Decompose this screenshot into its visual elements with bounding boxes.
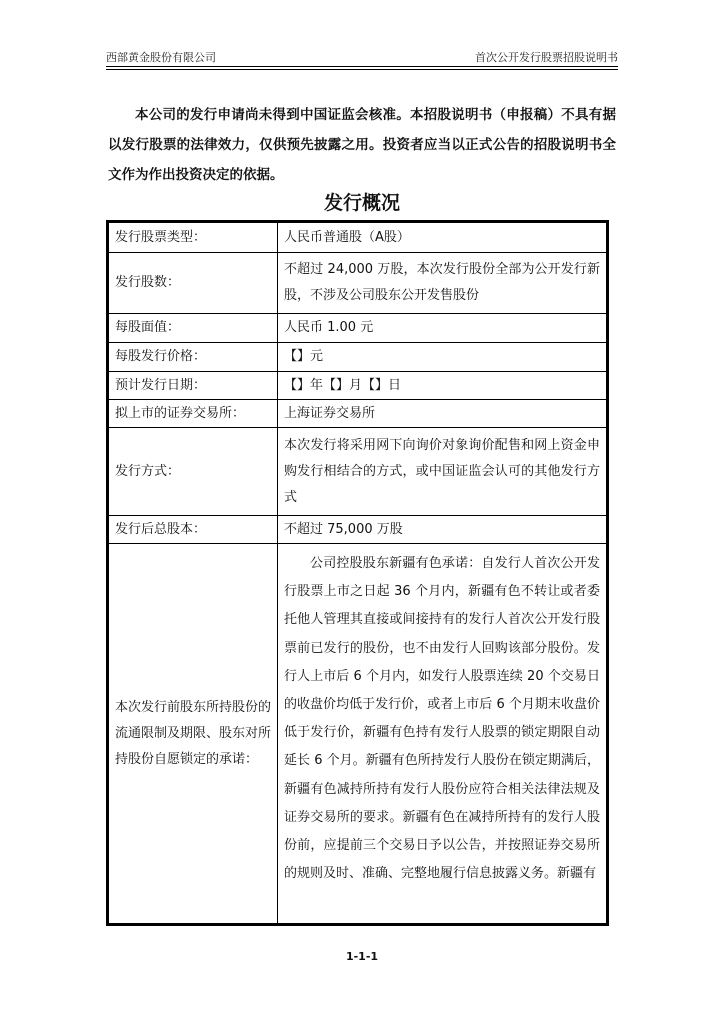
offering-overview-table	[106, 220, 609, 926]
row-value: 人民币普通股（A股）	[278, 223, 607, 253]
row-label: 本次发行前股东所持股份的流通限制及期限、股东对所持股份自愿锁定的承诺：	[109, 544, 278, 924]
row-label: 预计发行日期：	[109, 372, 278, 400]
row-label: 每股发行价格：	[109, 343, 278, 372]
table-row	[109, 544, 607, 924]
row-label: 发行股数：	[109, 253, 278, 314]
table-row	[109, 400, 607, 428]
row-value: 【】年【】月【】日	[278, 372, 607, 400]
header-document-title: 首次公开发行股票招股说明书	[475, 51, 618, 64]
row-value: 人民币 1.00 元	[278, 314, 607, 343]
disclaimer-paragraph: 本公司的发行申请尚未得到中国证监会核准。本招股说明书（申报稿）不具有据以发行股票的法律效力，仅供预先披露之用。投资者应当以正式公告的招股说明书全文作为作出投资决定的依据。	[108, 107, 616, 183]
row-value: 上海证券交易所	[278, 400, 607, 428]
row-label: 发行方式：	[109, 428, 278, 516]
row-label: 发行后总股本：	[109, 516, 278, 544]
row-value: 本次发行将采用网下向询价对象询价配售和网上资金申购发行相结合的方式，或中国证监会认可的其他发行方式	[278, 428, 607, 516]
row-label: 发行股票类型：	[109, 223, 278, 253]
header-rule	[106, 66, 618, 70]
header-company: 西部黄金股份有限公司	[106, 51, 216, 64]
row-value: 不超过 75,000 万股	[278, 516, 607, 544]
row-value: 【】元	[278, 343, 607, 372]
table-row	[109, 343, 607, 372]
table-row	[109, 223, 607, 253]
table-row	[109, 253, 607, 314]
row-label: 每股面值：	[109, 314, 278, 343]
page-number: 1-1-1	[345, 950, 379, 963]
table-row	[109, 428, 607, 516]
section-title: 发行概况	[323, 192, 400, 214]
table-row	[109, 516, 607, 544]
page-header	[106, 49, 618, 65]
row-value: 不超过 24,000 万股，本次发行股份全部为公开发行新股，不涉及公司股东公开发售股份	[278, 253, 607, 314]
table-row	[109, 314, 607, 343]
table-row	[109, 372, 607, 400]
row-label: 拟上市的证券交易所：	[109, 400, 278, 428]
row-value: 公司控股股东新疆有色承诺：自发行人首次公开发行股票上市之日起 36 个月内，新疆有色不转让或者委托他人管理其直接或间接持有的发行人首次公开发行股票前已发行的股份，也不由发行人回购该部分股份。发行人上市后 6 个月内，如发行人股票连续 20 个交易日的收盘价均低于发行价，或者上市后 6 个月期末收盘价低于发行价，新疆有色持有发行人股票的锁定期限自动延长 6 个月。新疆有色所持发行人股份在锁定期满后，新疆有色减持所持有发行人股份应符合相关法律法规及证券交易所的要求。新疆有色在减持所持有的发行人股份前，应提前三个交易日予以公告，并按照证券交易所的规则及时、准确、完整地履行信息披露义务。新疆有	[278, 544, 607, 924]
